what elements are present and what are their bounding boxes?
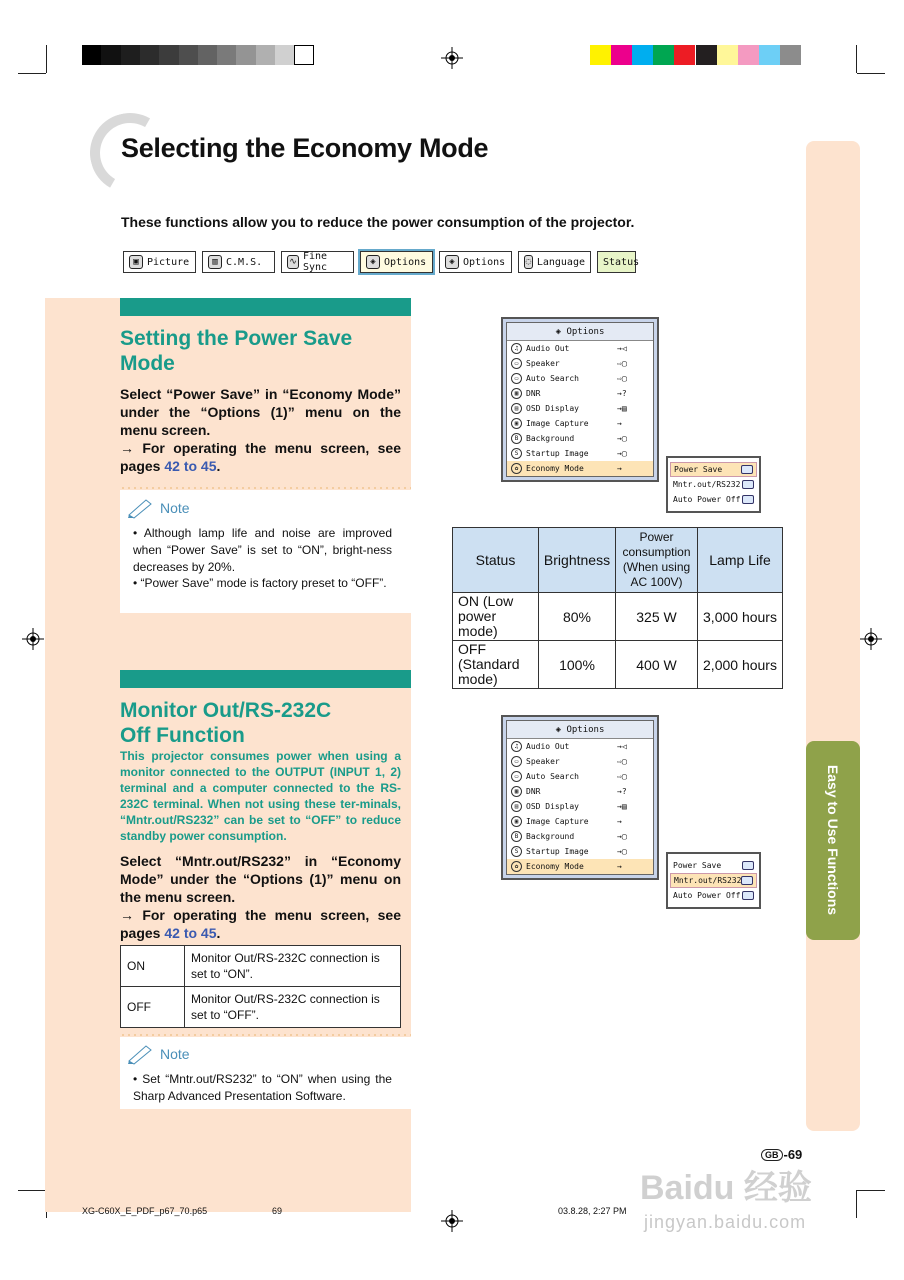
arrow-icon: →▤ [617, 802, 627, 811]
arrow-icon: →? [617, 787, 627, 796]
menu-item[interactable] [507, 784, 653, 799]
intro-text: These functions allow you to reduce the power consumption of the projector. [121, 214, 635, 230]
crop-mark [857, 1190, 885, 1191]
gray-swatch [275, 45, 295, 65]
menu-item[interactable] [507, 461, 653, 476]
submenu-item[interactable] [670, 462, 757, 477]
section2-pages-ref: → For operating the menu screen, see pages 42 to 45. [120, 907, 401, 941]
submenu-item-label: Mntr.out/RS232 [674, 876, 742, 885]
tab-options-2[interactable]: ◈ Options [439, 251, 512, 273]
pages-link[interactable]: 42 to 45 [164, 925, 217, 941]
header-power-consumption: Power consumption (When using AC 100V) [616, 528, 698, 593]
menu-item[interactable] [507, 416, 653, 431]
note-heading: Note [126, 1043, 190, 1065]
section2-intro: This projector consumes power when using a monitor connected to the OUTPUT (INPUT 1, 2) terminal and a computer connected to the RS-232C terminal. When not using these ter-minals, “Mntr.out/RS232” can be set to “OFF” to reduce standby power consumption. [120, 749, 401, 843]
crop-mark [18, 73, 46, 74]
gray-swatch [217, 45, 237, 65]
toggle-icon [741, 465, 753, 474]
menu-item[interactable] [507, 431, 653, 446]
menu-item-icon: ✿ [511, 463, 522, 474]
toggle-icon [741, 876, 753, 885]
menu-item-label: OSD Display [526, 404, 579, 413]
crop-mark [856, 1190, 857, 1218]
color-swatch [738, 45, 759, 65]
menu-item-icon: B [511, 433, 522, 444]
color-swatch [759, 45, 780, 65]
menu-item-label: Audio Out [526, 344, 570, 353]
menu-item-icon: ▦ [511, 786, 522, 797]
menu-item-label: Economy Mode [526, 862, 584, 871]
menu-item-icon: ▦ [511, 388, 522, 399]
watermark-url: jingyan.baidu.com [644, 1212, 807, 1232]
crop-mark [856, 45, 857, 73]
table-cell: OFF (Standard mode) [453, 641, 539, 689]
arrow-icon: →▢ [617, 847, 627, 856]
table-row [453, 593, 783, 641]
menu-item[interactable] [507, 371, 653, 386]
watermark: Baidu 经验 [640, 1169, 812, 1207]
color-swatch [717, 45, 738, 65]
submenu-item-label: Auto Power Off [673, 891, 741, 900]
color-swatch [632, 45, 653, 65]
menu-item-icon: B [511, 831, 522, 842]
tab-fine-sync[interactable]: ∿ Fine Sync [281, 251, 354, 273]
menu-item-icon: ▤ [511, 801, 522, 812]
menu-rows [507, 341, 653, 476]
registration-mark-icon [441, 47, 463, 69]
color-swatch [696, 45, 717, 65]
menu-item[interactable] [507, 401, 653, 416]
section2-title: Monitor Out/RS-232C Off Function [120, 699, 332, 747]
cms-icon: ▥ [208, 255, 222, 269]
section-bar [120, 670, 411, 688]
crop-mark [18, 1190, 46, 1191]
registration-mark-icon [22, 628, 44, 650]
tab-language[interactable]: ◌ Language [518, 251, 591, 273]
submenu-item-label: Power Save [674, 465, 723, 474]
table-cell: Monitor Out/RS-232C connection is set to “OFF”. [185, 987, 401, 1028]
arrow-icon: → [617, 862, 622, 871]
menu-item-label: Auto Search [526, 772, 579, 781]
menu-item[interactable] [507, 769, 653, 784]
section1-title: Setting the Power Save Mode [120, 327, 353, 375]
submenu-item[interactable] [670, 888, 757, 903]
section1-pages-ref: → For operating the menu screen, see pages 42 to 45. [120, 440, 401, 474]
menu-item-icon: S [511, 846, 522, 857]
section1-body: Select “Power Save” in “Economy Mode” under the “Options (1)” menu on the menu screen. → For operating the menu screen, see pages 42 to 45. [120, 386, 401, 474]
menu-item-icon: ▣ [511, 418, 522, 429]
crop-mark [857, 73, 885, 74]
pages-link[interactable]: 42 to 45 [164, 458, 217, 474]
menu-item[interactable] [507, 859, 653, 874]
menu-item-icon: ▭ [511, 771, 522, 782]
table-cell: 400 W [616, 641, 698, 689]
menu-item-icon: ▣ [511, 816, 522, 827]
options-menu-screenshot [501, 317, 659, 482]
menu-item-label: DNR [526, 787, 541, 796]
submenu-item[interactable] [670, 873, 757, 888]
footer-page: 69 [272, 1206, 283, 1216]
menu-item-label: Audio Out [526, 742, 570, 751]
menu-item[interactable] [507, 844, 653, 859]
toggle-icon [742, 495, 754, 504]
table-cell: 100% [539, 641, 616, 689]
note-item: • Although lamp life and noise are improved when “Power Save” is set to “ON”, bright-ness decreases by 20%. [133, 526, 392, 574]
arrow-icon: →▤ [617, 404, 627, 413]
note-item: • Set “Mntr.out/RS232” to “ON” when using the Sharp Advanced Presentation Software. [133, 1072, 392, 1103]
menu-item-label: OSD Display [526, 802, 579, 811]
gray-swatch [121, 45, 141, 65]
chapter-tab-label: Easy to Use Functions [825, 764, 841, 916]
footer-filename: XG-C60X_E_PDF_p67_70.p65 [82, 1206, 208, 1216]
section-bar [120, 298, 411, 316]
menu-item[interactable] [507, 754, 653, 769]
gray-swatch [82, 45, 102, 65]
economy-submenu [666, 456, 761, 513]
gray-swatch [198, 45, 218, 65]
menu-item-label: Background [526, 832, 575, 841]
menu-item-icon: ▭ [511, 373, 522, 384]
gray-swatch [140, 45, 160, 65]
arrow-icon: →▢ [617, 832, 627, 841]
menu-item[interactable] [507, 446, 653, 461]
arrow-icon: ⇨▢ [617, 757, 627, 766]
submenu-item-label: Mntr.out/RS232 [673, 480, 741, 489]
page-number: GB -69 [761, 1147, 802, 1162]
arrow-icon: →◁ [617, 344, 627, 353]
color-swatch [590, 45, 611, 65]
mntr-out-table [120, 945, 401, 1028]
table-cell: 80% [539, 593, 616, 641]
section2-body: Select “Mntr.out/RS232” in “Economy Mode” under the “Options (1)” menu on the menu screen. → For operating the menu screen, see pages 42 to 45. [120, 853, 401, 941]
table-row [453, 641, 783, 689]
tab-picture[interactable]: ▣ Picture [123, 251, 196, 273]
crop-mark [46, 45, 47, 73]
toggle-icon [742, 480, 754, 489]
menu-item[interactable] [507, 739, 653, 754]
arrow-icon: →▢ [617, 434, 627, 443]
menu-title: ◈ Options [507, 721, 653, 739]
menu-item-label: Startup Image [526, 449, 589, 458]
table-cell: OFF [121, 987, 185, 1028]
arrow-icon: ⇨▢ [617, 359, 627, 368]
tab-status[interactable]: Status [597, 251, 636, 273]
arrow-icon: → [617, 464, 622, 473]
registration-mark-icon [441, 1210, 463, 1232]
tab-options-1[interactable]: ◈ Options [360, 251, 433, 273]
menu-item-label: Speaker [526, 359, 560, 368]
menu-item-icon: ♫ [511, 343, 522, 354]
toggle-icon [742, 891, 754, 900]
submenu-item-label: Power Save [673, 861, 722, 870]
menu-item-icon: ♫ [511, 741, 522, 752]
menu-item-label: Auto Search [526, 374, 579, 383]
color-swatch [611, 45, 632, 65]
gray-swatch [159, 45, 179, 65]
menu-item[interactable] [507, 799, 653, 814]
menu-item-icon: ▭ [511, 358, 522, 369]
note-heading: Note [126, 497, 190, 519]
header-brightness: Brightness [539, 528, 616, 593]
menu-item[interactable] [507, 814, 653, 829]
table-row [121, 946, 401, 987]
header-status: Status [453, 528, 539, 593]
menu-item-label: Startup Image [526, 847, 589, 856]
color-swatch [674, 45, 695, 65]
submenu-item[interactable] [670, 492, 757, 507]
economy-submenu [666, 852, 761, 909]
arrow-icon: → [617, 817, 622, 826]
arrow-icon: → [617, 419, 622, 428]
options-icon: ◈ [366, 255, 380, 269]
gray-swatch [236, 45, 256, 65]
arrow-icon: →◁ [617, 742, 627, 751]
pencil-icon [126, 497, 156, 519]
submenu-item-label: Auto Power Off [673, 495, 741, 504]
menu-item-label: Speaker [526, 757, 560, 766]
table-cell: ON (Low power mode) [453, 593, 539, 641]
picture-icon: ▣ [129, 255, 143, 269]
toggle-icon [742, 861, 754, 870]
gray-swatch [101, 45, 121, 65]
menu-item-label: Economy Mode [526, 464, 584, 473]
arrow-icon: →? [617, 389, 627, 398]
table-cell: Monitor Out/RS-232C connection is set to “ON”. [185, 946, 401, 987]
options-menu-screenshot [501, 715, 659, 880]
gray-swatch [256, 45, 276, 65]
menu-item-icon: ✿ [511, 861, 522, 872]
color-swatch [780, 45, 801, 65]
menu-item[interactable] [507, 356, 653, 371]
registration-mark-icon [860, 628, 882, 650]
submenu-item[interactable] [670, 477, 757, 492]
arrow-icon: ⇨▢ [617, 772, 627, 781]
gray-swatch [294, 45, 314, 65]
menu-item-label: DNR [526, 389, 541, 398]
menu-item-label: Image Capture [526, 419, 589, 428]
menu-title: ◈ Options [507, 323, 653, 341]
table-cell: 3,000 hours [698, 593, 783, 641]
menu-item-icon: ▤ [511, 403, 522, 414]
power-save-status-table [452, 527, 783, 689]
submenu-item[interactable] [670, 858, 757, 873]
table-header-row [453, 528, 783, 593]
note-item: • “Power Save” mode is factory preset to “OFF”. [133, 576, 387, 590]
table-row [121, 987, 401, 1028]
side-panel [806, 141, 860, 1131]
page-title: Selecting the Economy Mode [121, 133, 489, 163]
menu-rows [507, 739, 653, 874]
menu-item-icon: S [511, 448, 522, 459]
menu-item[interactable] [507, 829, 653, 844]
menu-item-label: Image Capture [526, 817, 589, 826]
menu-item[interactable] [507, 386, 653, 401]
gray-swatch [179, 45, 199, 65]
menu-item-icon: ▭ [511, 756, 522, 767]
arrow-icon: ⇨▢ [617, 374, 627, 383]
menu-item[interactable] [507, 341, 653, 356]
table-cell: 2,000 hours [698, 641, 783, 689]
fine-sync-icon: ∿ [287, 255, 299, 269]
footer-date: 03.8.28, 2:27 PM [558, 1206, 627, 1216]
header-lamp-life: Lamp Life [698, 528, 783, 593]
tab-cms[interactable]: ▥ C.M.S. [202, 251, 275, 273]
arrow-icon: →▢ [617, 449, 627, 458]
pencil-icon [126, 1043, 156, 1065]
language-icon: ◌ [525, 257, 532, 267]
menu-item-label: Background [526, 434, 575, 443]
table-cell: 325 W [616, 593, 698, 641]
color-swatch [653, 45, 674, 65]
table-cell: ON [121, 946, 185, 987]
options-icon: ◈ [445, 255, 459, 269]
